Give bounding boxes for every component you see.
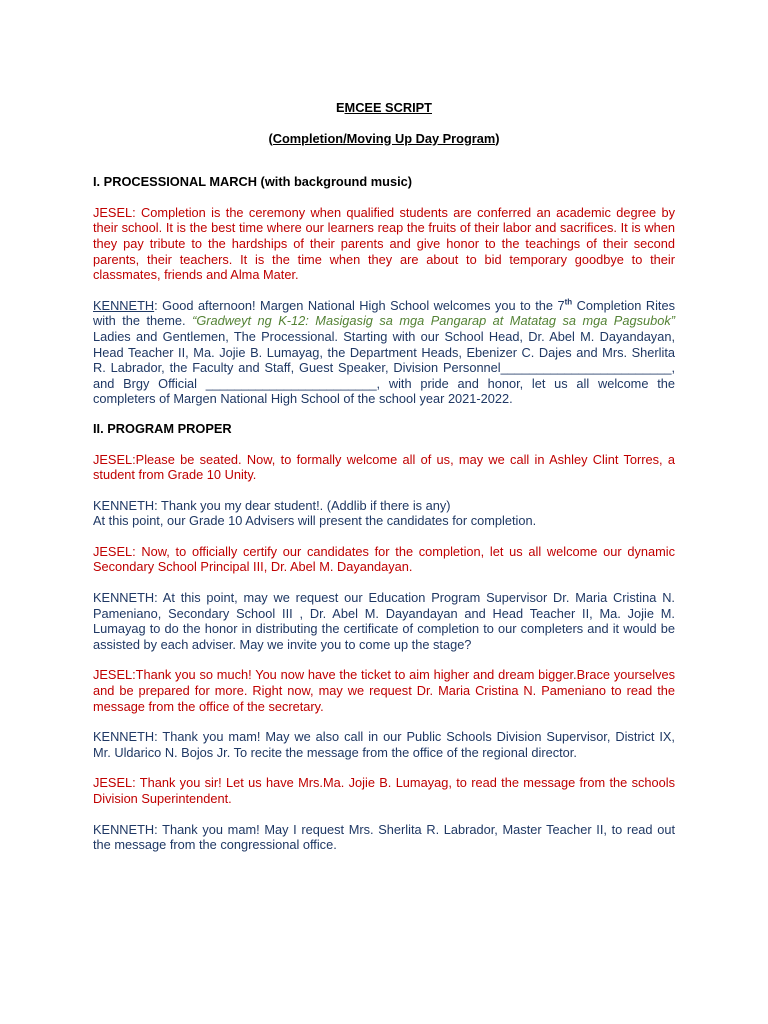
jesel-paragraph-1: JESEL: Completion is the ceremony when qualified students are conferred an academic degree by their school. It is the best time where our learners reap the fruits of their labor and sacrifices. It is when they pay tribute to the hardships of their parents and give honor to the teachings of their second parents, their teachers. It is the time when they are about to bid temporary goodbye to their classmates, friends and Alma Mater.: [93, 204, 675, 283]
document-subtitle: (Completion/Moving Up Day Program): [268, 130, 500, 146]
paragraph-text: : Good afternoon! Margen National High School welcomes you to the 7: [154, 297, 565, 313]
document-page: [93, 100, 675, 853]
program-theme: “Gradweyt ng K-12: Masigasig sa mga Pangarap at Matatag sa mga Pagsubok”: [192, 313, 675, 329]
jesel-paragraph-5: JESEL: Thank you sir! Let us have Mrs.Ma. Jojie B. Lumayag, to read the message from the schools Division Superintendent.: [93, 775, 675, 806]
jesel-paragraph-3: JESEL: Now, to officially certify our candidates for the completion, let us all welcome our dynamic Secondary School Principal III, Dr. Abel M. Dayandayan.: [93, 543, 675, 575]
paragraph-text: Ladies and Gentlemen, The Processional. Starting with our School Head, Dr. Abel M. Dayandayan, Head Teacher II, Ma. Jojie B. Lumayag, the Department Heads, Ebenizer C. Dajes and Mrs. Sherlita R. Labrador, the Faculty and Staff, Guest Speaker, Division Personnel________________________, and Brgy Official ________________________, with pride and honor, let us all welcome the completers of Margen National High School of the school year 2021-2022.: [93, 328, 675, 407]
title-first-letter: E: [335, 100, 345, 115]
jesel-paragraph-2: JESEL:Please be seated. Now, to formally welcome all of us, may we call in Ashley Clint Torres, a student from Grade 10 Unity.: [93, 451, 675, 483]
kenneth-paragraph-4: KENNETH: Thank you mam! May we also call in our Public Schools Division Supervisor, District IX, Mr. Uldarico N. Bojos Jr. To recite the message from the office of the regional director.: [93, 729, 675, 760]
paragraph-text: Completion Rites with the theme.: [93, 297, 675, 329]
speaker-name-kenneth: KENNETH: [93, 297, 155, 313]
kenneth-paragraph-2-line-2: At this point, our Grade 10 Advisers will present the candidates for completion.: [93, 513, 537, 529]
kenneth-paragraph-1: [93, 298, 675, 407]
title-rest: MCEE SCRIPT: [344, 100, 432, 115]
document-title: [93, 100, 675, 116]
kenneth-paragraph-3: KENNETH: At this point, may we request our Education Program Supervisor Dr. Maria Cristina N. Pameniano, Secondary School III , Dr. Abel M. Dayandayan and Head Teacher II, Ma. Jojie M. Lumayag to do the honor in distributing the certificate of completion to our completers and it would be assisted by each adviser. May we invite you to come up the stage?: [93, 590, 675, 652]
jesel-paragraph-4: JESEL:Thank you so much! You now have the ticket to aim higher and dream bigger.Brace yourselves and be prepared for more. Right now, may we request Dr. Maria Cristina N. Pameniano to read the message from the office of the secretary.: [93, 667, 675, 714]
kenneth-paragraph-2-line-1: KENNETH: Thank you my dear student!. (Addlib if there is any): [93, 497, 451, 513]
ordinal-suffix: th: [564, 297, 573, 307]
kenneth-paragraph-5: KENNETH: Thank you mam! May I request Mrs. Sherlita R. Labrador, Master Teacher II, to read out the message from the congressional office.: [93, 821, 675, 853]
section-heading-program-proper: II. PROGRAM PROPER: [93, 420, 232, 436]
section-heading-processional: I. PROCESSIONAL MARCH (with background music): [93, 174, 412, 190]
